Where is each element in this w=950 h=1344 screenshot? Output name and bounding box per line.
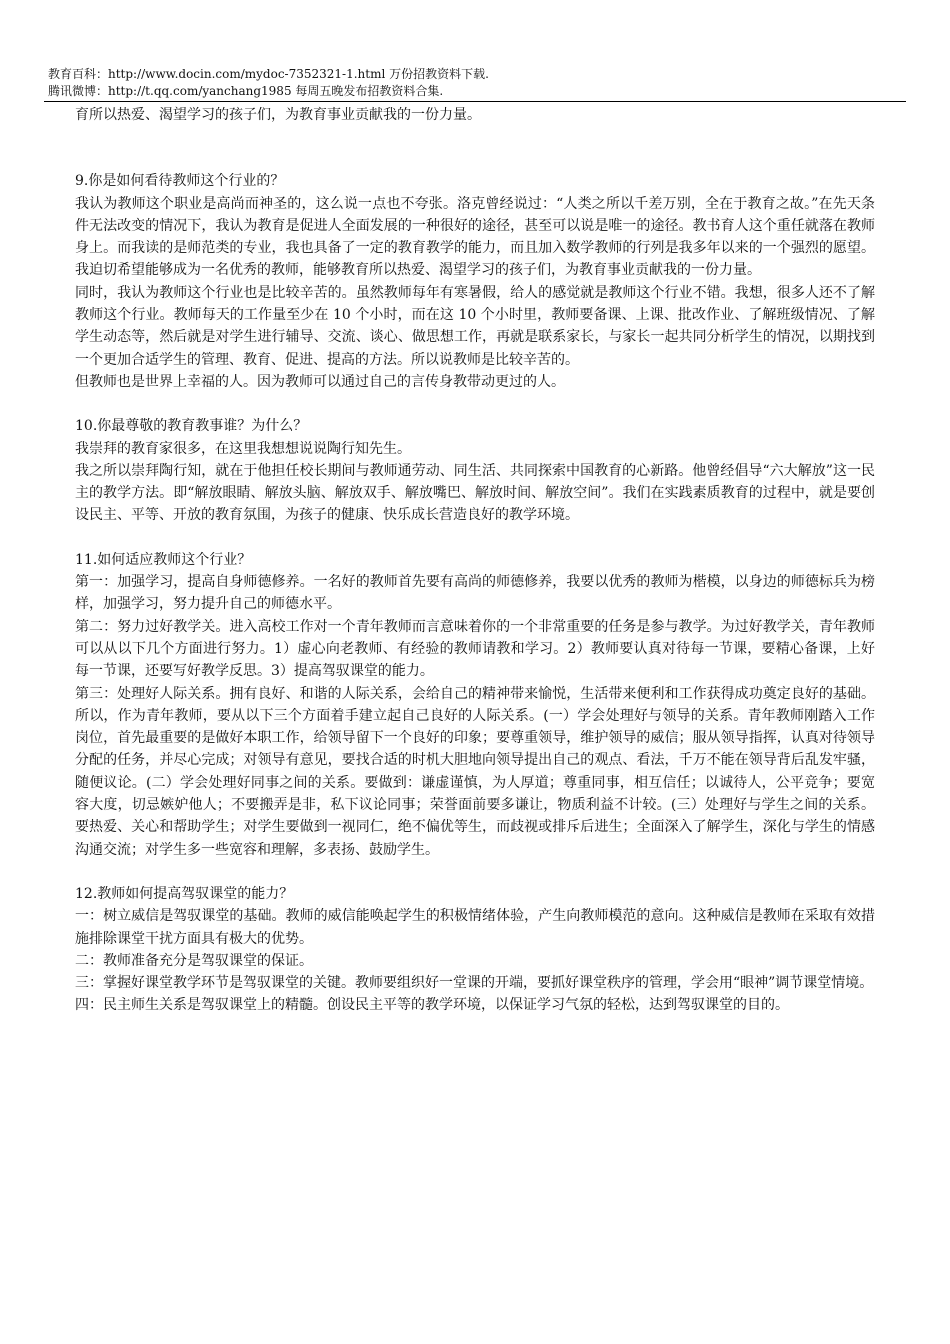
- section-q10: [75, 415, 875, 526]
- paragraph: 四：民主师生关系是驾驭课堂上的精髓。创设民主平等的教学环境，以保证学习气氛的轻松，达到驾驭课堂的目的。: [75, 997, 789, 1014]
- paragraph: 第一：加强学习，提高自身师德修养。一名好的教师首先要有高尚的师德修养，我要以优秀的教师为楷模，以身边的师德标兵为榜样，加强学习，努力提升自己的师德水平。: [75, 574, 875, 613]
- paragraph: 我之所以崇拜陶行知，就在于他担任校长期间与教师通劳动、同生活、共同探索中国教育的心新路。他曾经倡导“六大解放”这一民主的教学方法。即“解放眼睛、解放头脑、解放双手、解放嘴巴、解放时间、解放空间”。我们在实践素质教育的过程中，就是要创设民主、平等、开放的教育氛围，为孩子的健康、快乐成长营造良好的教学环境。: [75, 462, 875, 524]
- spacer: [75, 126, 875, 170]
- section-q11: [75, 549, 875, 861]
- section-title: 11.如何适应教师这个行业？: [75, 551, 252, 568]
- header-divider: [44, 101, 906, 102]
- paragraph: 但教师也是世界上幸福的人。因为教师可以通过自己的言传身教带动更过的人。: [75, 373, 565, 390]
- document-body: [75, 104, 875, 1017]
- page-header: [48, 66, 904, 100]
- paragraph: 同时，我认为教师这个行业也是比较辛苦的。虽然教师每年有寒暑假，给人的感觉就是教师这个行业不错。我想，很多人还不了解教师这个行业。教师每天的工作量至少在 10 个小时，而在这 10 个小时里，教师要备课、上课、批改作业、了解班级情况、了解学生动态等，然后就是对学生进行辅导、交流、谈心、做思想工作，再就是联系家长，与家长一起共同分析学生的情况，以期找到一个更加合适学生的管理、教育、促进、提高的方法。所以说教师是比较辛苦的。: [75, 284, 875, 368]
- paragraph: 一：树立威信是驾驭课堂的基础。教师的威信能唤起学生的积极情绪体验，产生向教师模范的意向。这种威信是教师在采取有效措施排除课堂干扰方面具有极大的优势。: [75, 908, 875, 947]
- paragraph: 我认为教师这个职业是高尚而神圣的，这么说一点也不夸张。洛克曾经说过：“人类之所以千差万别，全在于教育之故。”在先天条件无法改变的情况下，我认为教育是促进人全面发展的一种很好的途径，甚至可以说是唯一的途径。教书育人这个重任就落在教师身上。而我读的是师范类的专业，我也具备了一定的教育教学的能力，而且加入数学教师的行列是我多年以来的一个强烈的愿望。我迫切希望能够成为一名优秀的教师，能够教育所以热爱、渴望学习的孩子们，为教育事业贡献我的一份力量。: [75, 195, 875, 279]
- paragraph: 我崇拜的教育家很多，在这里我想想说说陶行知先生。: [75, 440, 411, 457]
- spacer: [75, 393, 875, 415]
- spacer: [75, 527, 875, 549]
- section-title: 12.教师如何提高驾驭课堂的能力？: [75, 885, 294, 902]
- paragraph: 第二：努力过好教学关。进入高校工作对一个青年教师而言意味着你的一个非常重要的任务是参与教学。为过好教学关，青年教师可以从以下几个方面进行努力。1）虚心向老教师、有经验的教师请教和学习。2）教师要认真对待每一节课，要精心备课，上好每一节课，还要写好教学反思。3）提高驾驭课堂的能力。: [75, 618, 875, 680]
- section-title: 10.你最尊敬的教育教事谁？为什么？: [75, 418, 308, 435]
- section-q12: [75, 883, 875, 1017]
- header-line-weibo: 腾讯微博：http://t.qq.com/yanchang1985 每周五晚发布招教资料合集.: [48, 84, 444, 98]
- spacer: [75, 861, 875, 883]
- paragraph: 第三：处理好人际关系。拥有良好、和谐的人际关系，会给自己的精神带来愉悦，生活带来便利和工作获得成功奠定良好的基础。所以，作为青年教师，要从以下三个方面着手建立起自己良好的人际关系。(一）学会处理好与领导的关系。青年教师刚踏入工作岗位，首先最重要的是做好本职工作，给领导留下一个良好的印象；要尊重领导，维护领导的威信；服从领导指挥，认真对待领导分配的任务，并尽心完成；对领导有意见，要找合适的时机大胆地向领导提出自己的观点、看法，千万不能在领导背后乱发牢骚，随便议论。(二）学会处理好同事之间的关系。要做到：谦虚谨慎，为人厚道；尊重同事，相互信任；以诚待人，公平竞争；要宽容大度，切忌嫉妒他人；不要搬弄是非，私下议论同事；荣誉面前要多谦让，物质利益不计较。(三）处理好与学生之间的关系。要热爱、关心和帮助学生；对学生要做到一视同仁，绝不偏优等生，而歧视或排斥后进生；全面深入了解学生，深化与学生的情感沟通交流；对学生多一些宽容和理解，多表扬、鼓励学生。: [75, 685, 875, 858]
- section-title: 9.你是如何看待教师这个行业的？: [75, 173, 285, 190]
- paragraph: 二：教师准备充分是驾驭课堂的保证。: [75, 952, 313, 969]
- paragraph: 三：掌握好课堂教学环节是驾驭课堂的关键。教师要组织好一堂课的开端，要抓好课堂秩序的管理，学会用“眼神”调节课堂情境。: [75, 975, 874, 992]
- header-line-docin: 教育百科：http://www.docin.com/mydoc-7352321-1.html 万份招教资料下载.: [48, 67, 489, 81]
- section-q9: [75, 170, 875, 393]
- intro-paragraph: 育所以热爱、渴望学习的孩子们，为教育事业贡献我的一份力量。: [75, 107, 481, 123]
